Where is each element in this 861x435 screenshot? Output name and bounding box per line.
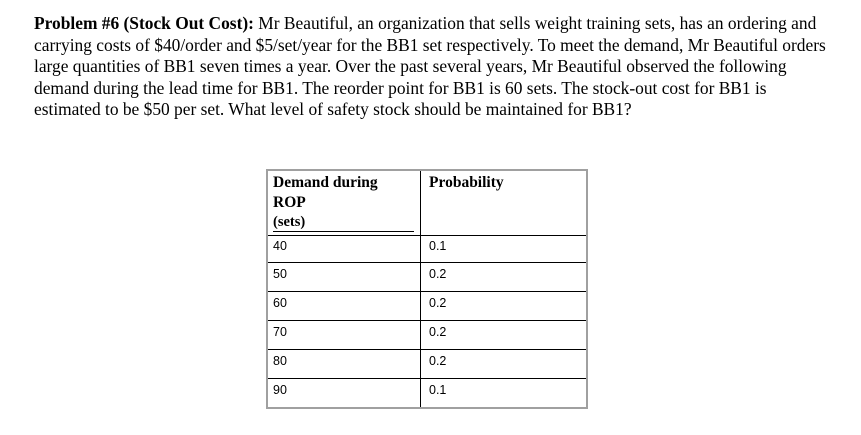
probability-cell: 0.2 bbox=[421, 292, 588, 321]
demand-cell: 70 bbox=[267, 321, 421, 350]
demand-table-container bbox=[266, 169, 588, 409]
problem-statement bbox=[34, 13, 834, 121]
demand-cell: 60 bbox=[267, 292, 421, 321]
demand-cell: 50 bbox=[267, 263, 421, 292]
demand-cell: 80 bbox=[267, 350, 421, 379]
table-row bbox=[267, 292, 587, 321]
table-row bbox=[267, 379, 587, 409]
probability-cell: 0.2 bbox=[421, 263, 588, 292]
table-row bbox=[267, 263, 587, 292]
header-demand-line2: ROP bbox=[273, 194, 306, 211]
problem-heading: Problem #6 (Stock Out Cost): bbox=[34, 13, 254, 33]
header-demand-line1: Demand during bbox=[273, 174, 378, 191]
table-row bbox=[267, 236, 587, 263]
demand-probability-table bbox=[266, 169, 588, 409]
problem-body: Mr Beautiful, an organization that sells weight training sets, has an ordering and carrying costs of $40/order and $5/set/year for the BB1 set respectively. To meet the demand, Mr Beautiful orders large quantities of BB1 seven times a year. Over the past several years, Mr Beautiful observed the following demand during the lead time for BB1. The reorder point for BB1 is 60 sets. The stock-out cost for BB1 is estimated to be $50 per set. What level of safety stock should be maintained for BB1? bbox=[34, 13, 826, 120]
demand-cell: 40 bbox=[267, 236, 421, 263]
header-probability: Probability bbox=[421, 170, 588, 236]
header-demand-units: (sets) bbox=[273, 213, 414, 232]
header-demand bbox=[267, 170, 421, 236]
table-header-row bbox=[267, 170, 587, 236]
probability-cell: 0.2 bbox=[421, 350, 588, 379]
probability-cell: 0.2 bbox=[421, 321, 588, 350]
demand-cell: 90 bbox=[267, 379, 421, 409]
probability-cell: 0.1 bbox=[421, 236, 588, 263]
probability-cell: 0.1 bbox=[421, 379, 588, 409]
table-row bbox=[267, 321, 587, 350]
table-row bbox=[267, 350, 587, 379]
